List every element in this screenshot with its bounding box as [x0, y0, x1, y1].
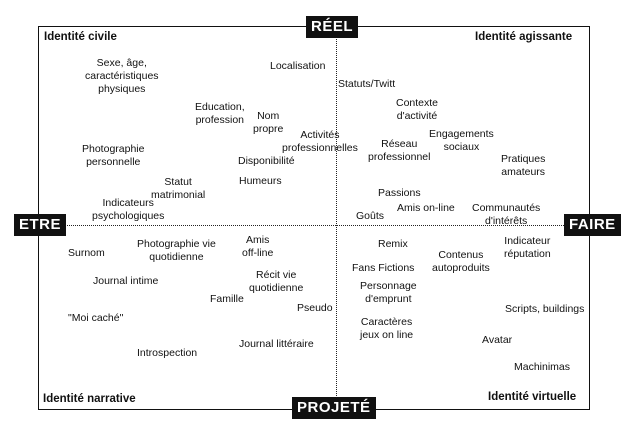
term: Activités professionnelles — [282, 129, 358, 154]
term: Nom propre — [253, 110, 284, 135]
term: Pseudo — [297, 302, 333, 314]
term: Photographie personnelle — [82, 143, 145, 168]
term: Machinimas — [514, 361, 571, 373]
term: Scripts, buildings — [505, 303, 585, 315]
axis-label-bottom: PROJETÉ — [292, 397, 376, 419]
term: Education, profession — [195, 101, 245, 126]
term: Famille — [210, 293, 244, 305]
term: Goûts — [356, 210, 385, 222]
term: Statut matrimonial — [151, 176, 206, 201]
term: Sexe, âge, caractéristiques physiques — [85, 57, 159, 95]
term: Récit vie quotidienne — [249, 269, 304, 294]
term: Passions — [378, 187, 421, 199]
term: Introspection — [137, 347, 198, 359]
axis-label-right: FAIRE — [564, 214, 621, 236]
term: Amis on-line — [397, 202, 455, 214]
term: Humeurs — [239, 175, 282, 187]
term: Remix — [378, 238, 408, 250]
axis-label-top: RÉEL — [306, 16, 358, 38]
term: Caractères jeux on line — [360, 316, 414, 341]
corner-bottom-right: Identité virtuelle — [488, 391, 577, 403]
term: Journal intime — [93, 275, 159, 287]
term: Localisation — [270, 60, 326, 72]
term: Disponibilité — [238, 155, 295, 167]
term: Contexte d'activité — [396, 97, 439, 122]
corner-top-right: Identité agissante — [475, 31, 573, 43]
term: Pratiques amateurs — [501, 153, 546, 178]
term: Fans Fictions — [352, 262, 415, 274]
term: Contenus autoproduits — [432, 249, 490, 274]
term: Amis off-line — [242, 234, 274, 259]
vertical-axis — [336, 36, 337, 402]
term: Statuts/Twitt — [338, 78, 396, 90]
axis-label-left: ETRE — [14, 214, 66, 236]
term: Avatar — [482, 334, 513, 346]
term: Réseau professionnel — [368, 138, 431, 163]
term: Personnage d'emprunt — [360, 280, 417, 305]
term: Communautés d'intérêts — [472, 202, 541, 227]
term: Surnom — [68, 247, 105, 259]
corner-top-left: Identité civile — [44, 31, 117, 43]
term: Engagements sociaux — [429, 128, 494, 153]
term: Photographie vie quotidienne — [137, 238, 216, 263]
term: Journal littéraire — [239, 338, 314, 350]
corner-bottom-left: Identité narrative — [43, 393, 136, 405]
term: Indicateur réputation — [504, 235, 551, 260]
term: Indicateurs psychologiques — [92, 197, 165, 222]
term: "Moi caché" — [68, 312, 124, 324]
